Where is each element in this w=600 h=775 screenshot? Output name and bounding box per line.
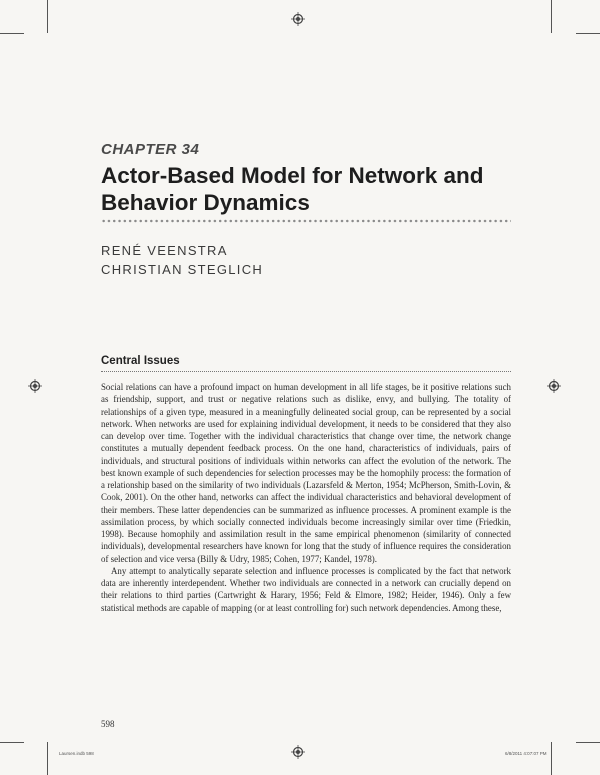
- section-rule: [101, 371, 511, 372]
- author-name: CHRISTIAN STEGLICH: [101, 262, 264, 277]
- crop-mark-bottom-right-v: [551, 742, 552, 775]
- registration-target-icon: [291, 12, 305, 26]
- registration-target-icon: [547, 379, 561, 393]
- dotted-divider: [101, 219, 511, 223]
- section-heading: Central Issues: [101, 355, 180, 367]
- author-name: RENÉ VEENSTRA: [101, 243, 228, 258]
- paragraph: Social relations can have a profound impact on human development in all life stages, be it positive relations such as friendship, support, and trust or negative relations such as dislike, envy, and bullying. The totality of relationships of a given type, measured in a meaningfully delineated social group, can be represented by a social network. When networks are used for explaining individual development, it needs to be considered that they also can develop over time. Together with the individual characteristics that change over time, the network change constitutes a mutually dependent feedback process. On the one hand, characteristics of individuals, pairs of individuals, and structural positions of individuals within networks can affect the evolution of the network. The best known example of such dependencies for selection processes may be the homophily process: the formation of a relationship based on the similarity of two individuals (Lazarsfeld & Merton, 1954; McPherson, Smith-Lovin, & Cook, 2001). On the other hand, networks can affect the individual characteristics and behavioral development of their members. These latter dependencies can be summarized as influence processes. A prominent example is the assimilation process, by which socially connected individuals become increasingly similar over time (Friedkin, 1998). Because homophily and assimilation result in the same empirical phenomenon (similarity of connected individuals), developmental researchers have known for long that the study of influence requires the consideration of selection and vice versa (Billy & Udry, 1985; Cohen, 1977; Kandel, 1978).: [101, 382, 511, 564]
- print-slug-right: 6/8/2011 4:07:07 PM: [505, 751, 547, 756]
- registration-target-icon: [28, 379, 42, 393]
- crop-mark-bottom-right-h: [576, 742, 600, 743]
- crop-mark-top-left-h: [0, 33, 24, 34]
- crop-mark-bottom-left-v: [47, 742, 48, 775]
- registration-target-icon: [291, 745, 305, 759]
- chapter-title: Actor-Based Model for Network and Behavior Dynamics: [101, 163, 484, 215]
- crop-mark-bottom-left-h: [0, 742, 24, 743]
- crop-mark-top-left-v: [47, 0, 48, 33]
- crop-mark-top-right-h: [576, 33, 600, 34]
- body-text: [101, 381, 511, 614]
- chapter-label: CHAPTER 34: [101, 141, 200, 158]
- print-slug-left: Laursen.indb 598: [59, 751, 94, 756]
- page-number: 598: [101, 719, 115, 729]
- paragraph: Any attempt to analytically separate selection and influence processes is complicated by the fact that network data are inherently interdependent. Whether two individuals are connected in a network can crucially depend on their relations to third parties (Cartwright & Harary, 1956; Feld & Elmore, 1982; Heider, 1946). Only a few statistical methods are capable of mapping (or at least controlling for) such network dependencies. Among these,: [101, 565, 511, 613]
- crop-mark-top-right-v: [551, 0, 552, 33]
